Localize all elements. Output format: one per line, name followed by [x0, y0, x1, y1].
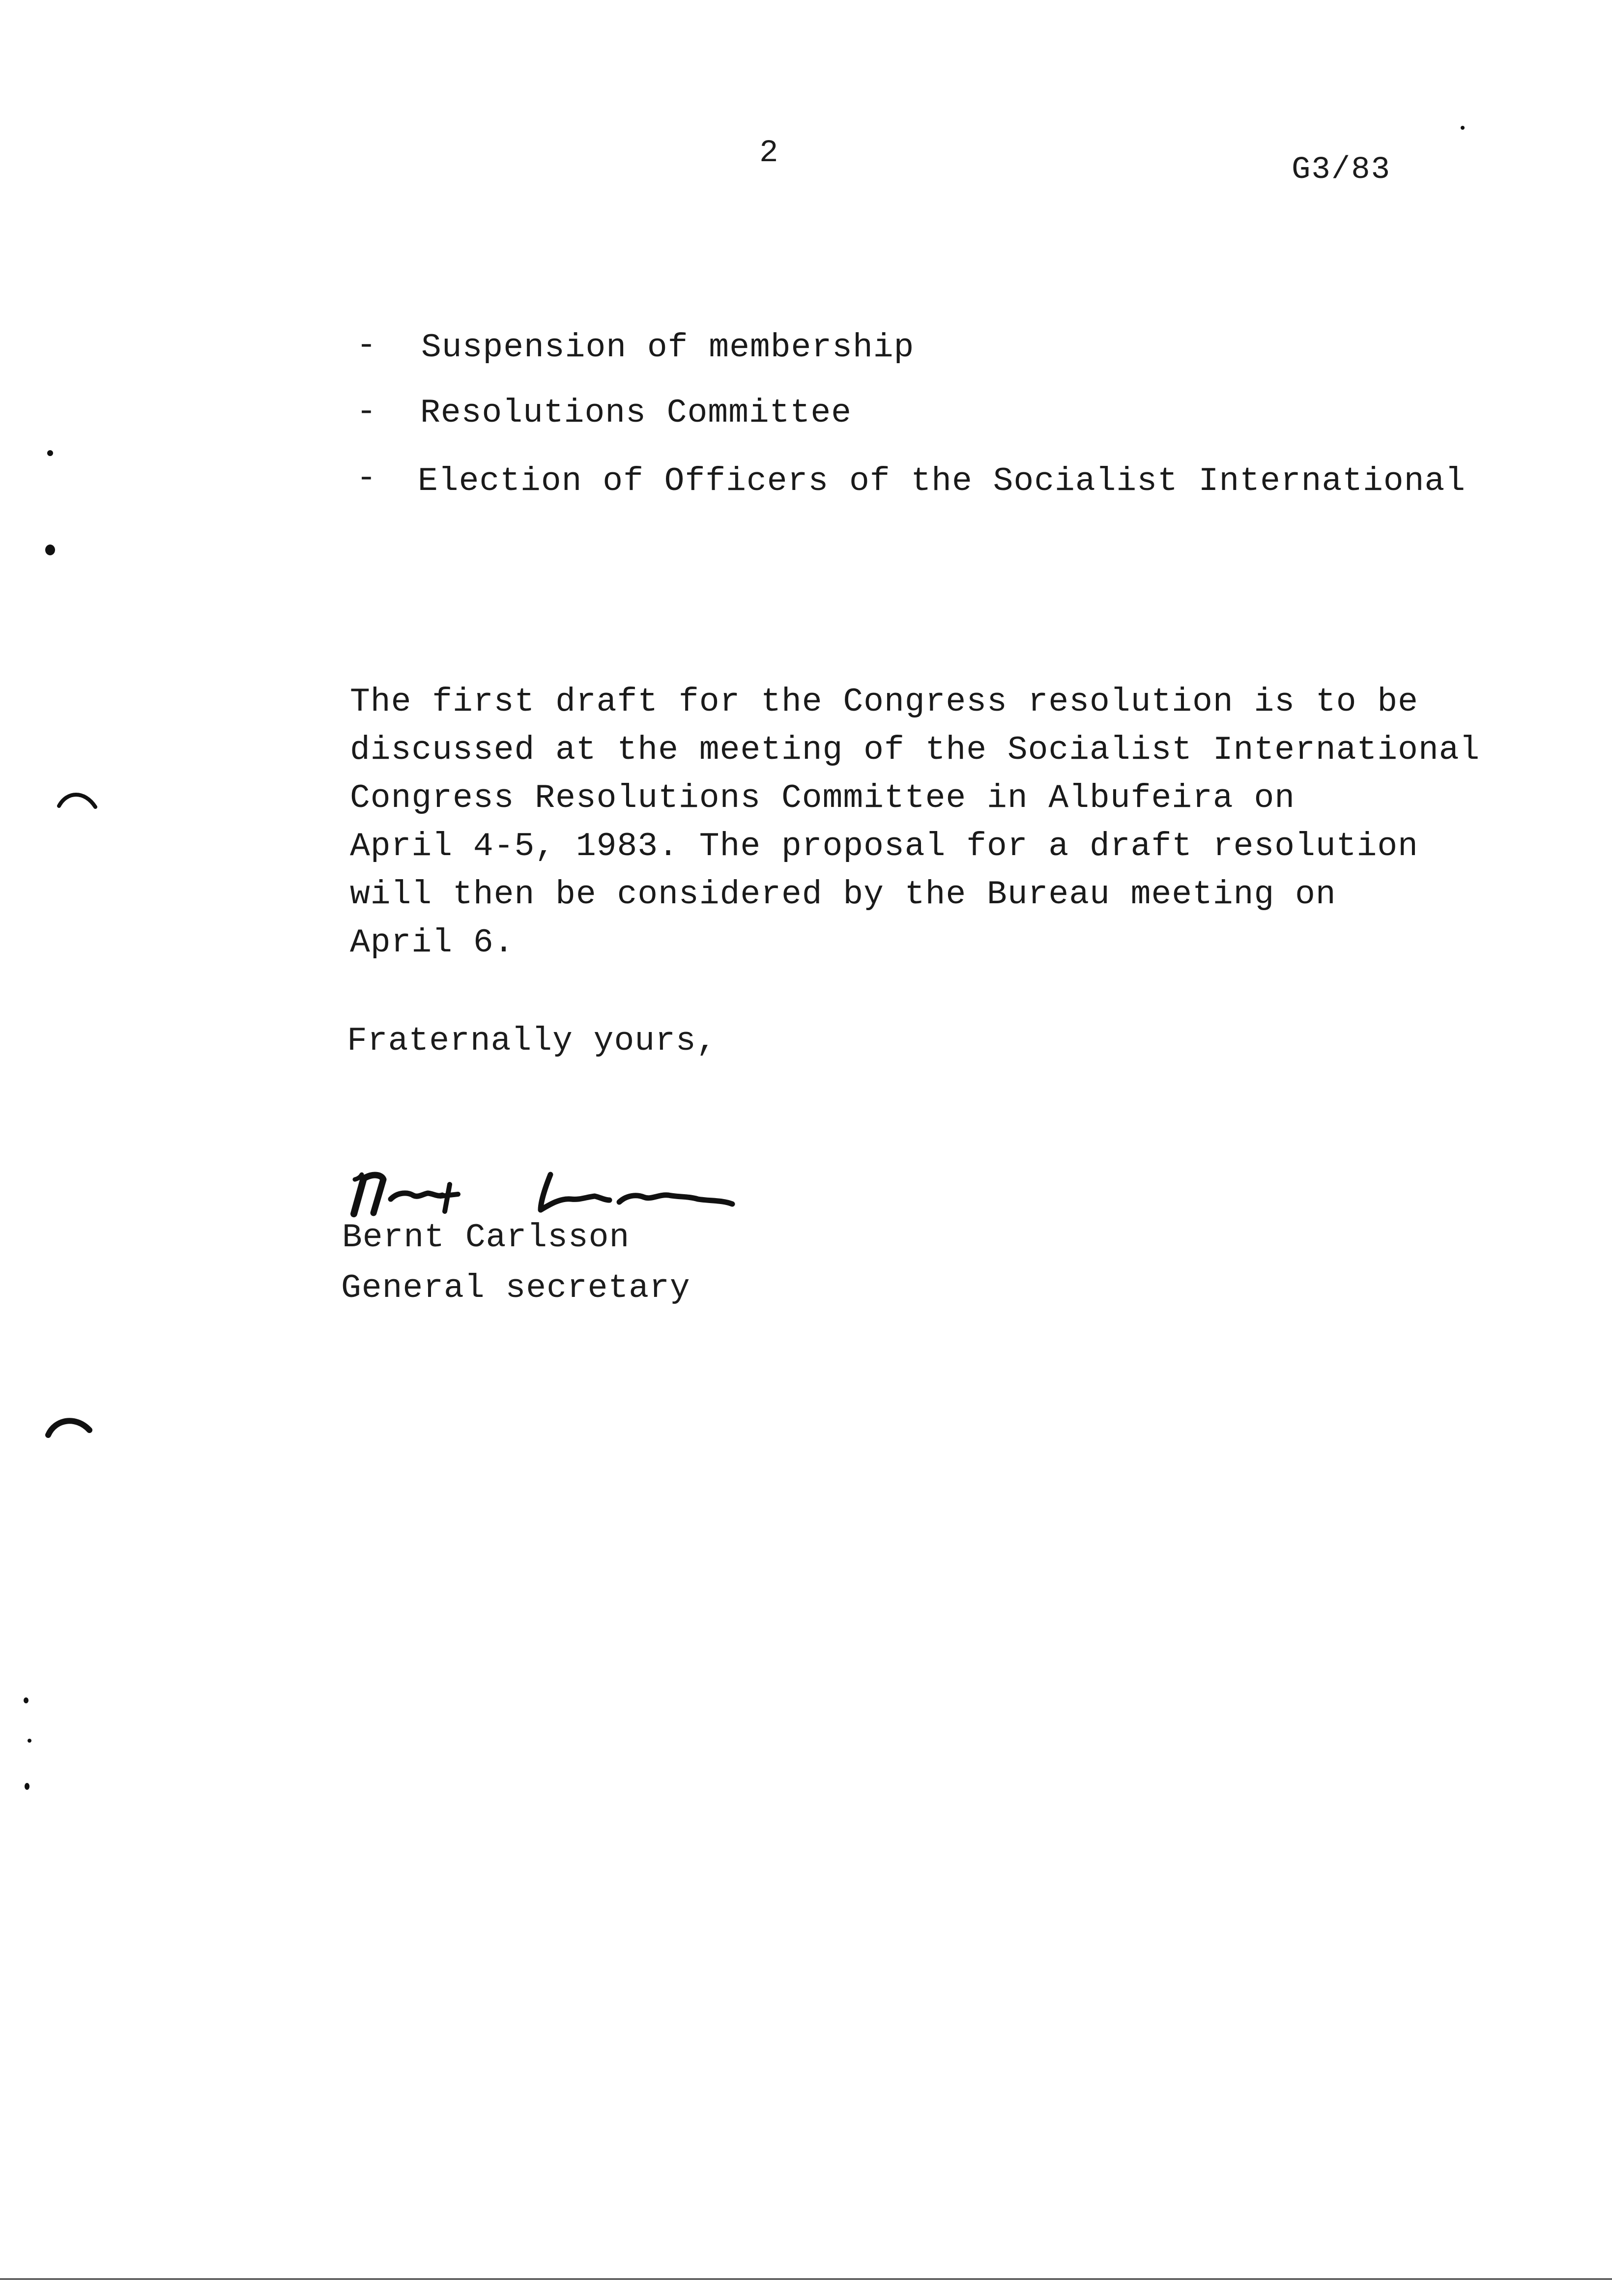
- paragraph-line: The first draft for the Congress resolution is to be: [350, 683, 1418, 721]
- scan-speck: [47, 450, 53, 456]
- paragraph-line: April 4-5, 1983. The proposal for a draft resolution: [350, 828, 1418, 865]
- paragraph-line: Congress Resolutions Committee in Albufeira on: [350, 779, 1295, 817]
- page-number: 2: [759, 136, 778, 171]
- punch-hole-mark: [44, 1410, 93, 1445]
- list-dash: -: [356, 459, 376, 497]
- paragraph-line: discussed at the meeting of the Socialist International: [350, 731, 1480, 769]
- agenda-item-label: Suspension of membership: [421, 329, 915, 367]
- scan-speck: [28, 1739, 31, 1743]
- agenda-item-label: Resolutions Committee: [420, 394, 852, 432]
- signer-name: Bernt Carlsson: [342, 1219, 630, 1257]
- scan-speck: [24, 1697, 29, 1703]
- punch-hole-mark: [55, 786, 99, 816]
- scan-speck: [1461, 126, 1465, 130]
- page-edge-line: [0, 2278, 1612, 2280]
- paragraph-line: will then be considered by the Bureau meeting on: [350, 876, 1336, 914]
- signer-title: General secretary: [341, 1269, 691, 1307]
- agenda-item-label: Election of Officers of the Socialist International: [418, 462, 1466, 500]
- scan-speck: [25, 1783, 29, 1790]
- handwritten-signature: [344, 1165, 747, 1224]
- paragraph-line: April 6.: [350, 924, 515, 962]
- list-dash: -: [356, 327, 376, 365]
- scan-speck: [45, 545, 55, 555]
- closing-salutation: Fraternally yours,: [347, 1022, 717, 1060]
- body-paragraph: [350, 678, 1480, 967]
- document-reference: G3/83: [1292, 152, 1391, 188]
- list-dash: -: [356, 393, 376, 431]
